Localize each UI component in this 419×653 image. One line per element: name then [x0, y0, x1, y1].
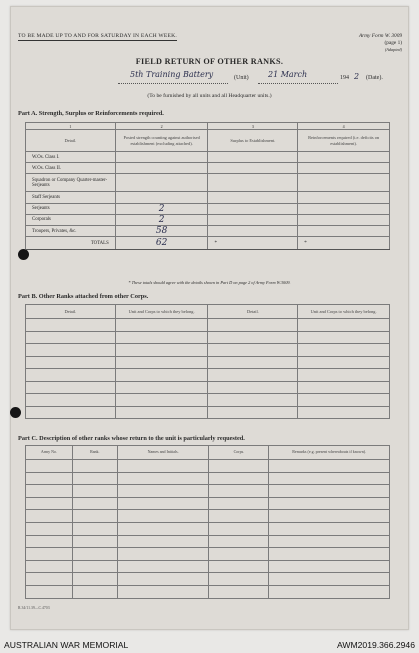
- table-row: [26, 560, 390, 573]
- totals-star: *: [298, 237, 390, 250]
- table-row: [26, 192, 390, 203]
- table-row: [26, 535, 390, 548]
- row-label: Squadron or Company Quarter-master-Serjeants: [26, 174, 116, 192]
- posted-strength: [115, 174, 208, 192]
- form-title: FIELD RETURN OF OTHER RANKS.: [135, 57, 284, 66]
- date-handwritten: 21 March: [268, 70, 308, 79]
- posted-strength: [115, 163, 208, 174]
- table-row: [26, 497, 390, 510]
- part-a-heading: Part A. Strength, Surplus or Reinforcements required.: [18, 110, 164, 117]
- col-number: 1: [26, 123, 116, 130]
- part-b-heading: Part B. Other Ranks attached from other Corps.: [18, 293, 149, 300]
- part-a-footnote: * These totals should agree with the details shown in Part D on page 2 of Army Form W.3009.: [128, 280, 291, 285]
- table-row: [26, 460, 390, 473]
- army-form-number: Army Form W. 3009: [358, 33, 402, 39]
- table-row: [26, 548, 390, 561]
- table-row: [26, 522, 390, 535]
- table-row: [26, 356, 390, 369]
- reinforcement-cell: [298, 174, 390, 192]
- surplus-cell: [208, 174, 298, 192]
- table-row: [26, 510, 390, 523]
- col-number: 2: [115, 123, 208, 130]
- column-header: Detail.: [26, 305, 116, 319]
- reinforcement-cell: [298, 214, 390, 225]
- surplus-cell: [208, 163, 298, 174]
- column-header: Detail.: [208, 305, 298, 319]
- surplus-cell: [208, 192, 298, 203]
- table-row: [26, 319, 390, 332]
- posted-strength: 2: [115, 203, 208, 214]
- column-header: Detail.: [26, 130, 116, 152]
- row-label: Troopers, Privates, &c.: [26, 225, 116, 236]
- surplus-cell: [208, 203, 298, 214]
- part-c-heading: Part C. Description of other ranks whose return to the unit is particularly requested.: [18, 435, 245, 442]
- table-row: [26, 331, 390, 344]
- unit-handwritten: 5th Training Battery: [130, 70, 214, 79]
- surplus-cell: [208, 225, 298, 236]
- surplus-cell: [208, 214, 298, 225]
- column-header: Rank.: [72, 446, 117, 460]
- page-number: (page 1): [384, 40, 402, 47]
- table-row: [26, 485, 390, 498]
- unit-label: (Unit): [234, 75, 249, 81]
- form-notice: TO BE MADE UP TO AND FOR SATURDAY IN EACH WEEK.: [18, 33, 177, 39]
- posted-strength: [115, 152, 208, 163]
- column-header: Unit and Corps to which they belong.: [115, 305, 208, 319]
- furnished-note: (To be furnished by all units and all Headquarter units.): [147, 93, 272, 99]
- column-header: Unit and Corps to which they belong.: [298, 305, 390, 319]
- totals-value: 62: [115, 237, 208, 250]
- row-label: Staff Serjeants: [26, 192, 116, 203]
- credit-institution: AUSTRALIAN WAR MEMORIAL: [4, 640, 129, 650]
- credit-accession-number: AWM2019.366.2946: [336, 640, 415, 650]
- posted-strength: [115, 192, 208, 203]
- totals-row: [26, 237, 390, 250]
- part-a-table: [25, 122, 390, 250]
- adapted-note: (Adapted): [384, 47, 402, 53]
- totals-star: *: [208, 237, 298, 250]
- army-form-reference: [359, 33, 402, 53]
- row-label: Serjeants: [26, 203, 116, 214]
- table-row: [26, 152, 390, 163]
- table-row: [26, 203, 390, 214]
- column-header: Names and Initials.: [117, 446, 209, 460]
- totals-label: TOTALS: [26, 237, 116, 250]
- posted-strength: 58: [115, 225, 208, 236]
- column-header: Remarks (e.g. present whereabouts if known).: [269, 446, 390, 460]
- table-row: [26, 573, 390, 586]
- year-prefix: 194: [340, 75, 349, 81]
- column-header: Posted strength counting against authorised establishment (excluding attached).: [115, 130, 208, 152]
- column-header: Surplus to Establishment.: [208, 130, 298, 152]
- year-handwritten: 2: [354, 72, 360, 81]
- reinforcement-cell: [298, 192, 390, 203]
- part-c-table: [25, 445, 390, 599]
- punch-hole-top: [18, 249, 29, 260]
- date-underline: [258, 83, 338, 84]
- col-number: 4: [298, 123, 390, 130]
- column-header: Reinforcements required (i.e. deficits on establishment).: [298, 130, 390, 152]
- table-row: [26, 225, 390, 236]
- table-row: [26, 369, 390, 382]
- table-row: [26, 174, 390, 192]
- reinforcement-cell: [298, 163, 390, 174]
- table-row: [26, 394, 390, 407]
- row-label: W.Os. Class I.: [26, 152, 116, 163]
- table-row: [26, 472, 390, 485]
- surplus-cell: [208, 152, 298, 163]
- table-row: [26, 214, 390, 225]
- reinforcement-cell: [298, 225, 390, 236]
- column-header: Army No.: [26, 446, 73, 460]
- posted-strength: 2: [115, 214, 208, 225]
- table-row: [26, 344, 390, 357]
- table-row: [26, 406, 390, 419]
- part-b-table: [25, 304, 390, 419]
- date-label: (Date).: [366, 75, 383, 81]
- reinforcement-cell: [298, 152, 390, 163]
- unit-underline: [118, 83, 228, 84]
- unit-date-line: [118, 70, 388, 86]
- table-row: [26, 381, 390, 394]
- column-header: Corps.: [209, 446, 269, 460]
- reinforcement-cell: [298, 203, 390, 214]
- table-row: [26, 163, 390, 174]
- print-code: R.34/11.39—C.4703: [18, 606, 50, 610]
- punch-hole-bottom: [10, 407, 21, 418]
- row-label: Corporals: [26, 214, 116, 225]
- col-number: 3: [208, 123, 298, 130]
- table-row: [26, 585, 390, 598]
- row-label: W.Os. Class II.: [26, 163, 116, 174]
